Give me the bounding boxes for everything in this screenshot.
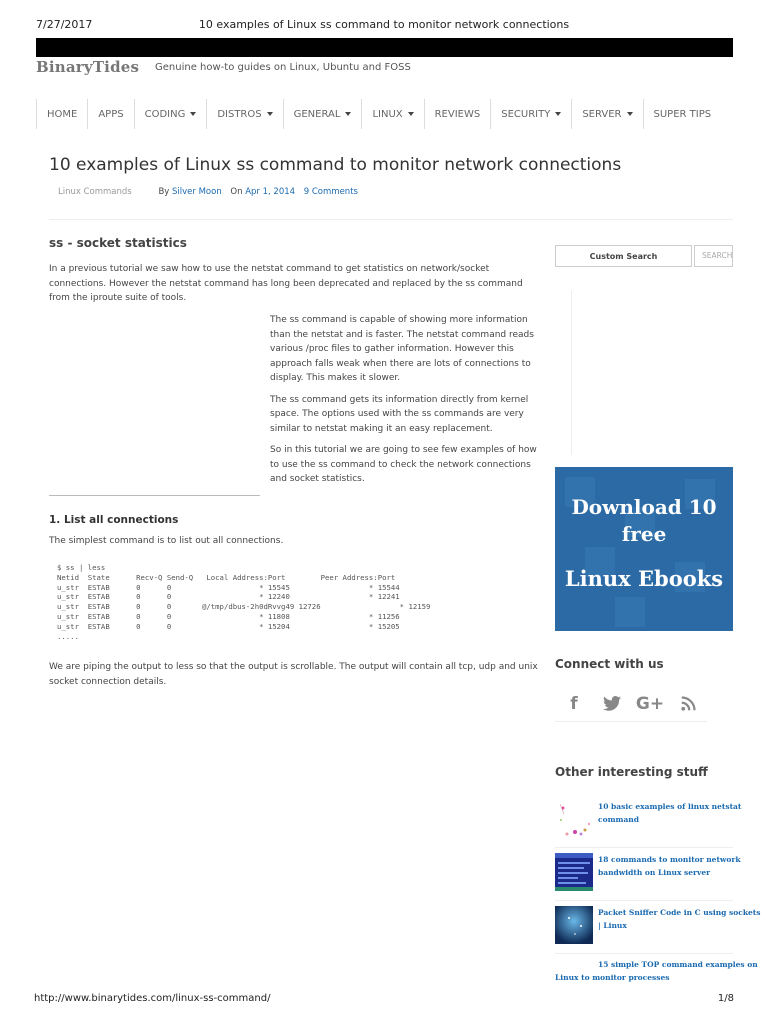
nav-item-reviews[interactable] <box>424 99 491 129</box>
section-title: ss - socket statistics <box>49 236 187 250</box>
nav-item-label: DISTROS <box>217 108 262 120</box>
paragraph: The simplest command is to list out all connections. <box>49 536 284 546</box>
other-stuff-title: Other interesting stuff <box>555 765 708 779</box>
related-title[interactable]: 15 simple TOP command examples on Linux to monitor processes <box>555 960 758 982</box>
sidebar-divider <box>571 290 572 455</box>
rss-icon[interactable] <box>669 686 707 722</box>
nav-item-super-tips[interactable] <box>643 99 722 129</box>
nav-item-label: APPS <box>98 108 124 120</box>
search-input[interactable]: SEARCH <box>694 245 733 267</box>
header-divider <box>49 219 733 220</box>
print-url: http://www.binarytides.com/linux-ss-command/ <box>34 993 271 1004</box>
caret-down-icon <box>627 112 633 116</box>
post-date-link[interactable]: Apr 1, 2014 <box>245 187 296 197</box>
nav-item-general[interactable] <box>283 99 362 129</box>
twitter-icon[interactable] <box>593 686 631 722</box>
print-title: 10 examples of Linux ss command to monitor network connections <box>198 18 570 31</box>
nav-item-security[interactable] <box>490 99 571 129</box>
comments-link[interactable]: 9 Comments <box>303 187 358 197</box>
caret-down-icon <box>555 112 561 116</box>
connect-title: Connect with us <box>555 657 664 671</box>
on-label: On <box>230 187 243 197</box>
nav-item-apps[interactable] <box>87 99 133 129</box>
related-title[interactable]: 18 commands to monitor network bandwidth on Linux server <box>598 855 741 877</box>
print-date: 7/27/2017 <box>36 18 93 31</box>
related-thumbnail[interactable] <box>555 906 593 944</box>
post-category-link[interactable]: Linux Commands <box>58 187 132 197</box>
nav-item-label: SECURITY <box>501 108 551 120</box>
article-image-placeholder <box>49 316 260 496</box>
post-title: 10 examples of Linux ss command to monitor network connections <box>49 155 622 175</box>
paragraph: The ss command is capable of showing more information than the netstat and is faster. The netstat command reads various /proc files to gather information. However this approach falls weak when there are lots of connections to display. This makes it slower. <box>270 315 534 383</box>
paragraph: So in this tutorial we are going to see few examples of how to use the ss command to check the network connections and socket statistics. <box>270 445 537 484</box>
nav-item-label: HOME <box>47 108 78 120</box>
nav-item-server[interactable] <box>571 99 642 129</box>
print-footer <box>34 993 734 1007</box>
ebook-line2: free <box>621 522 667 546</box>
article-right-column <box>270 313 545 494</box>
caret-down-icon <box>267 112 273 116</box>
post-meta <box>58 187 358 197</box>
related-title[interactable]: 10 basic examples of linux netstat command <box>598 802 742 824</box>
nav-item-home[interactable] <box>36 99 87 129</box>
caret-down-icon <box>190 112 196 116</box>
top-bar <box>36 38 733 57</box>
related-separator <box>555 847 733 848</box>
nav-item-label: CODING <box>144 108 186 120</box>
facebook-icon[interactable]: f <box>555 686 593 722</box>
nav-item-label: REVIEWS <box>434 108 481 120</box>
nav-item-distros[interactable] <box>206 99 282 129</box>
google-plus-icon[interactable]: G+ <box>631 686 669 722</box>
ebook-line3: Linux Ebooks <box>564 566 724 591</box>
banner-tile <box>615 597 645 627</box>
custom-search-button[interactable]: Custom Search <box>555 245 692 267</box>
paragraph: The ss command gets its information directly from kernel space. The options used with the ss commands are very similar to netstat making it an easy replacement. <box>270 394 529 434</box>
search-box <box>555 245 733 267</box>
ebook-banner[interactable] <box>555 467 733 631</box>
related-thumbnail[interactable] <box>555 853 593 891</box>
related-separator <box>555 900 733 901</box>
nav-item-label: LINUX <box>372 108 403 120</box>
intro-paragraph: In a previous tutorial we saw how to use the netstat command to get statistics on network/socket connections. However the netstat command has long been deprecated and replaced by the ss command from the iproute suite of tools. <box>49 264 523 303</box>
nav-item-label: SERVER <box>582 108 622 120</box>
by-label: By <box>158 187 170 197</box>
print-header <box>36 18 732 32</box>
site-tagline: Genuine how-to guides on Linux, Ubuntu and FOSS <box>155 62 411 73</box>
caret-down-icon <box>345 112 351 116</box>
related-separator <box>555 953 733 954</box>
code-block: $ ss | less Netid State Recv-Q Send-Q Local Address:Port Peer Address:Port u_str ESTAB 0 0 * 15545 * 15544 u_str ESTAB 0 0 * 12240 * 12241 u_str ESTAB 0 0 @/tmp/dbus-2h0dRvvg49 12726 * 12159 u_str ESTAB 0 0 * 11808 * 11256 u_str ESTAB 0 0 * 15204 * 15205 ..... <box>57 563 431 641</box>
nav-item-label: SUPER TIPS <box>653 108 712 120</box>
nav-item-linux[interactable] <box>361 99 423 129</box>
related-thumbnail[interactable] <box>555 800 593 838</box>
nav-item-label: GENERAL <box>293 108 341 120</box>
main-nav <box>36 99 733 129</box>
social-links <box>555 686 707 722</box>
heading-list-connections: 1. List all connections <box>49 514 179 526</box>
ebook-line1: Download 10 <box>571 495 717 519</box>
site-logo[interactable]: BinaryTides <box>36 58 140 76</box>
site-header <box>36 58 733 82</box>
nav-item-coding[interactable] <box>134 99 207 129</box>
author-link[interactable]: Silver Moon <box>172 187 222 197</box>
paragraph: We are piping the output to less so that the output is scrollable. The output will contain all tcp, udp and unix socket connection details. <box>49 662 538 687</box>
print-page-number: 1/8 <box>717 993 734 1004</box>
related-title[interactable]: Packet Sniffer Code in C using sockets | Linux <box>598 908 761 930</box>
caret-down-icon <box>408 112 414 116</box>
